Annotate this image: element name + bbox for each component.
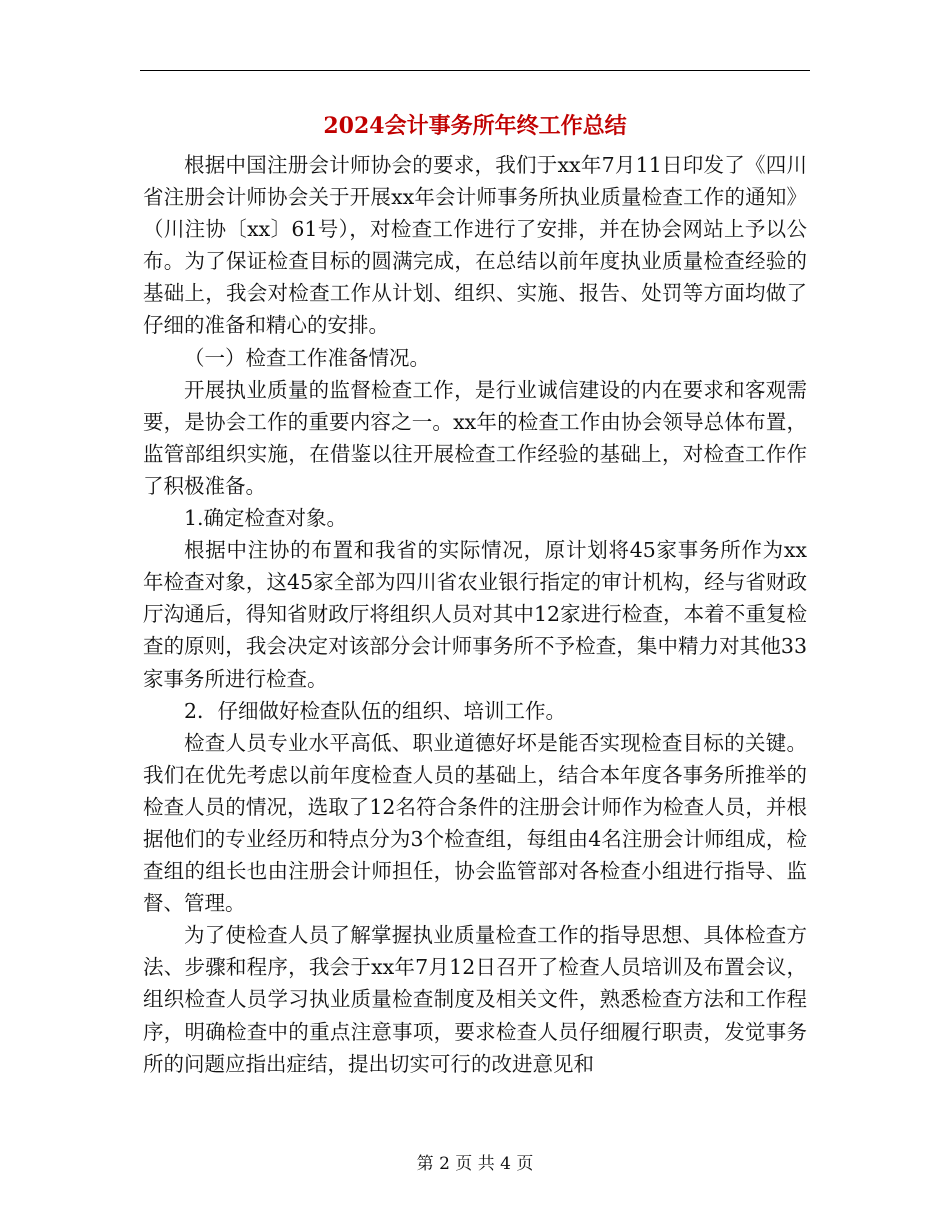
page-footer: 第 2 页 共 4 页	[416, 1154, 534, 1174]
paragraph-targets: 根据中注协的布置和我省的实际情况，原计划将45家事务所作为xx年检查对象，这45家全部为四川省农业银行指定的审计机构，经与省财政厅沟通后，得知省财政厅将组织人员对其中12家进行检查，本着不重复检查的原则，我会决定对该部分会计师事务所不予检查，集中精力对其他33家事务所进行检查。	[143, 538, 807, 691]
paragraph-preparation: 开展执业质量的监督检查工作，是行业诚信建设的内在要求和客观需要，是协会工作的重要内容之一。xx年的检查工作由协会领导总体布置，监管部组织实施，在借鉴以往开展检查工作经验的基础上，对检查工作作了积极准备。	[143, 377, 807, 498]
paragraph-intro: 根据中国注册会计师协会的要求，我们于xx年7月11日印发了《四川省注册会计师协会关于开展xx年会计师事务所执业质量检查工作的通知》（川注协〔xx〕61号），对检查工作进行了安排，并在协会网站上予以公布。为了保证检查目标的圆满完成，在总结以前年度执业质量检查经验的基础上，我会对检查工作从计划、组织、实施、报告、处罚等方面均做了仔细的准备和精心的安排。	[143, 153, 807, 338]
paragraph-training: 为了使检查人员了解掌握执业质量检查工作的指导思想、具体检查方法、步骤和程序，我会于xx年7月12日召开了检查人员培训及布置会议，组织检查人员学习执业质量检查制度及相关文件，熟悉检查方法和工作程序，明确检查中的重点注意事项，要求检查人员仔细履行职责，发觉事务所的问题应指出症结，提出切实可行的改进意见和	[143, 923, 807, 1076]
paragraph-team: 检查人员专业水平高低、职业道德好坏是能否实现检查目标的关键。我们在优先考虑以前年度检查人员的基础上，结合本年度各事务所推举的检查人员的情况，选取了12名符合条件的注册会计师作为检查人员，并根据他们的专业经历和特点分为3个检查组，每组由4名注册会计师组成，检查组的组长也由注册会计师担任，协会监管部对各检查小组进行指导、监督、管理。	[143, 730, 807, 916]
subheading-team-training: 2．仔细做好检查队伍的组织、培训工作。	[184, 698, 567, 723]
document-title: 2024会计事务所年终工作总结	[323, 113, 627, 139]
header-rule	[140, 70, 810, 71]
section-heading-preparation: （一）检查工作准备情况。	[184, 345, 430, 370]
document-body	[143, 149, 807, 1080]
subheading-targets: 1.确定检查对象。	[184, 506, 348, 531]
